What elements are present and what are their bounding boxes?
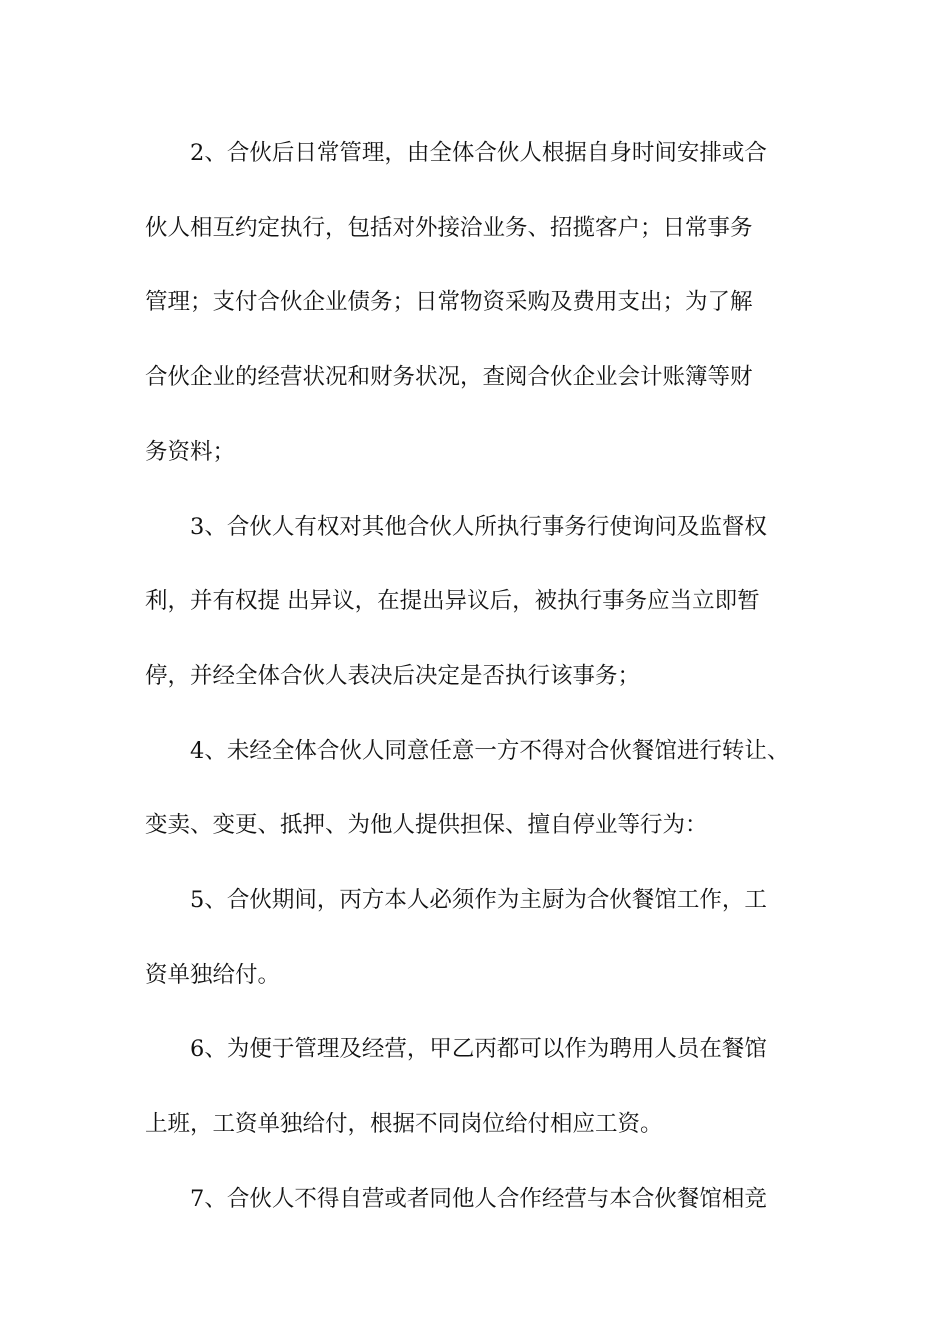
paragraph-5-line-1: 5、合伙期间，丙方本人必须作为主厨为合伙餐馆工作，工 [190,887,767,913]
paragraph-6-line-1: 6、为便于管理及经营，甲乙丙都可以作为聘用人员在餐馆 [190,1036,767,1062]
paragraph-7-line-1: 7、合伙人不得自营或者同他人合作经营与本合伙餐馆相竞 [190,1186,767,1212]
paragraph-4-line-1: 4、未经全体合伙人同意任意一方不得对合伙餐馆进行转让、 [190,738,790,764]
paragraph-2-line-1: 2、合伙后日常管理，由全体合伙人根据自身时间安排或合 [190,140,767,166]
paragraph-2-line-2: 伙人相互约定执行，包括对外接洽业务、招揽客户；日常事务 [145,215,753,241]
paragraph-4-line-2: 变卖、变更、抵押、为他人提供担保、擅自停业等行为： [145,812,708,838]
paragraph-2-line-4: 合伙企业的经营状况和财务状况，查阅合伙企业会计账簿等财 [145,364,753,390]
paragraph-5-line-2: 资单独给付。 [145,962,281,988]
paragraph-2-line-3: 管理；支付合伙企业债务；日常物资采购及费用支出；为了解 [145,289,753,315]
paragraph-3-line-1: 3、合伙人有权对其他合伙人所执行事务行使询问及监督权 [190,514,767,540]
paragraph-3-line-3: 停，并经全体合伙人表决后决定是否执行该事务； [145,663,641,689]
paragraph-2-line-5: 务资料； [145,439,236,465]
paragraph-3-line-2: 利，并有权提 出异议，在提出异议后，被执行事务应当立即暂 [145,588,760,614]
paragraph-6-line-2: 上班，工资单独给付，根据不同岗位给付相应工资。 [145,1111,663,1137]
